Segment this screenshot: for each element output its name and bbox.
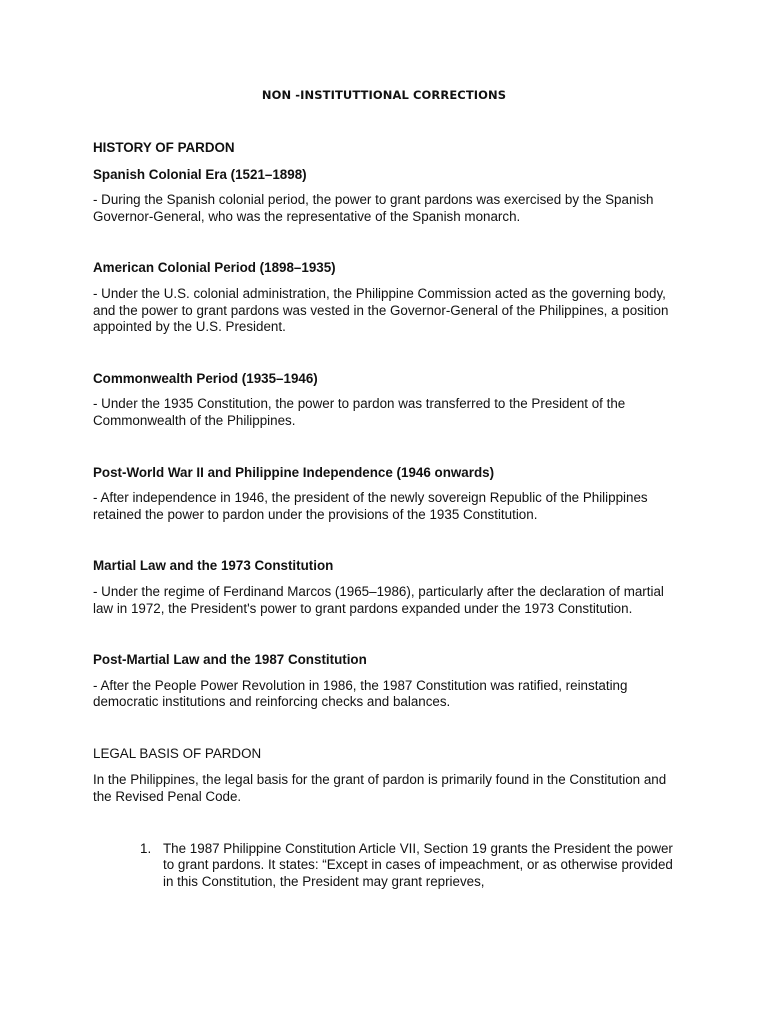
period-section xyxy=(93,558,683,617)
period-text: - Under the 1935 Constitution, the power to pardon was transferred to the President of the Commonwealth of the Philippines. xyxy=(93,396,626,428)
history-heading: HISTORY OF PARDON xyxy=(93,140,235,155)
legal-basis-heading: LEGAL BASIS OF PARDON xyxy=(93,745,262,761)
period-section xyxy=(93,371,683,430)
period-section xyxy=(93,260,683,335)
period-heading: American Colonial Period (1898–1935) xyxy=(93,260,336,276)
legal-basis-intro: In the Philippines, the legal basis for the grant of pardon is primarily found in the Constitution and the Revised Penal Code. xyxy=(93,772,667,805)
list-item-text: The 1987 Philippine Constitution Article VII, Section 19 grants the President the power to grant pardons. It states: “Except in cases of impeachment, or as otherwise provided in this Constitution, the President may grant reprieves, xyxy=(163,840,673,889)
period-heading: Martial Law and the 1973 Constitution xyxy=(93,558,334,574)
period-section xyxy=(93,652,683,711)
document-title: NON -INSTITUTTIONAL CORRECTIONS xyxy=(261,88,507,102)
legal-basis-list xyxy=(93,841,683,891)
period-text: - During the Spanish colonial period, the power to grant pardons was exercised by the Spanish Governor-General, who was the representative of the Spanish monarch. xyxy=(93,192,654,224)
period-heading: Post-Martial Law and the 1987 Constitution xyxy=(93,652,367,668)
period-heading: Spanish Colonial Era (1521–1898) xyxy=(93,166,307,182)
period-text: - Under the U.S. colonial administration, the Philippine Commission acted as the governing body, and the power to grant pardons was vested in the Governor-General of the Philippines, a position appointed by the U.S. President. xyxy=(93,285,669,335)
period-text: - After independence in 1946, the president of the newly sovereign Republic of the Philippines retained the power to pardon under the provisions of the 1935 Constitution. xyxy=(93,490,648,522)
period-text: - After the People Power Revolution in 1986, the 1987 Constitution was ratified, reinstating democratic institutions and reinforcing checks and balances. xyxy=(93,677,628,710)
period-heading: Commonwealth Period (1935–1946) xyxy=(93,370,318,386)
period-section xyxy=(93,167,683,226)
period-heading: Post-World War II and Philippine Independence (1946 onwards) xyxy=(93,464,495,480)
period-text: - Under the regime of Ferdinand Marcos (1965–1986), particularly after the declaration of martial law in 1972, the President's power to grant pardons expanded under the 1973 Constitution. xyxy=(93,583,664,616)
list-item xyxy=(93,841,683,891)
document-body xyxy=(93,140,683,890)
list-item-number: 1. xyxy=(140,840,152,856)
period-section xyxy=(93,465,683,524)
